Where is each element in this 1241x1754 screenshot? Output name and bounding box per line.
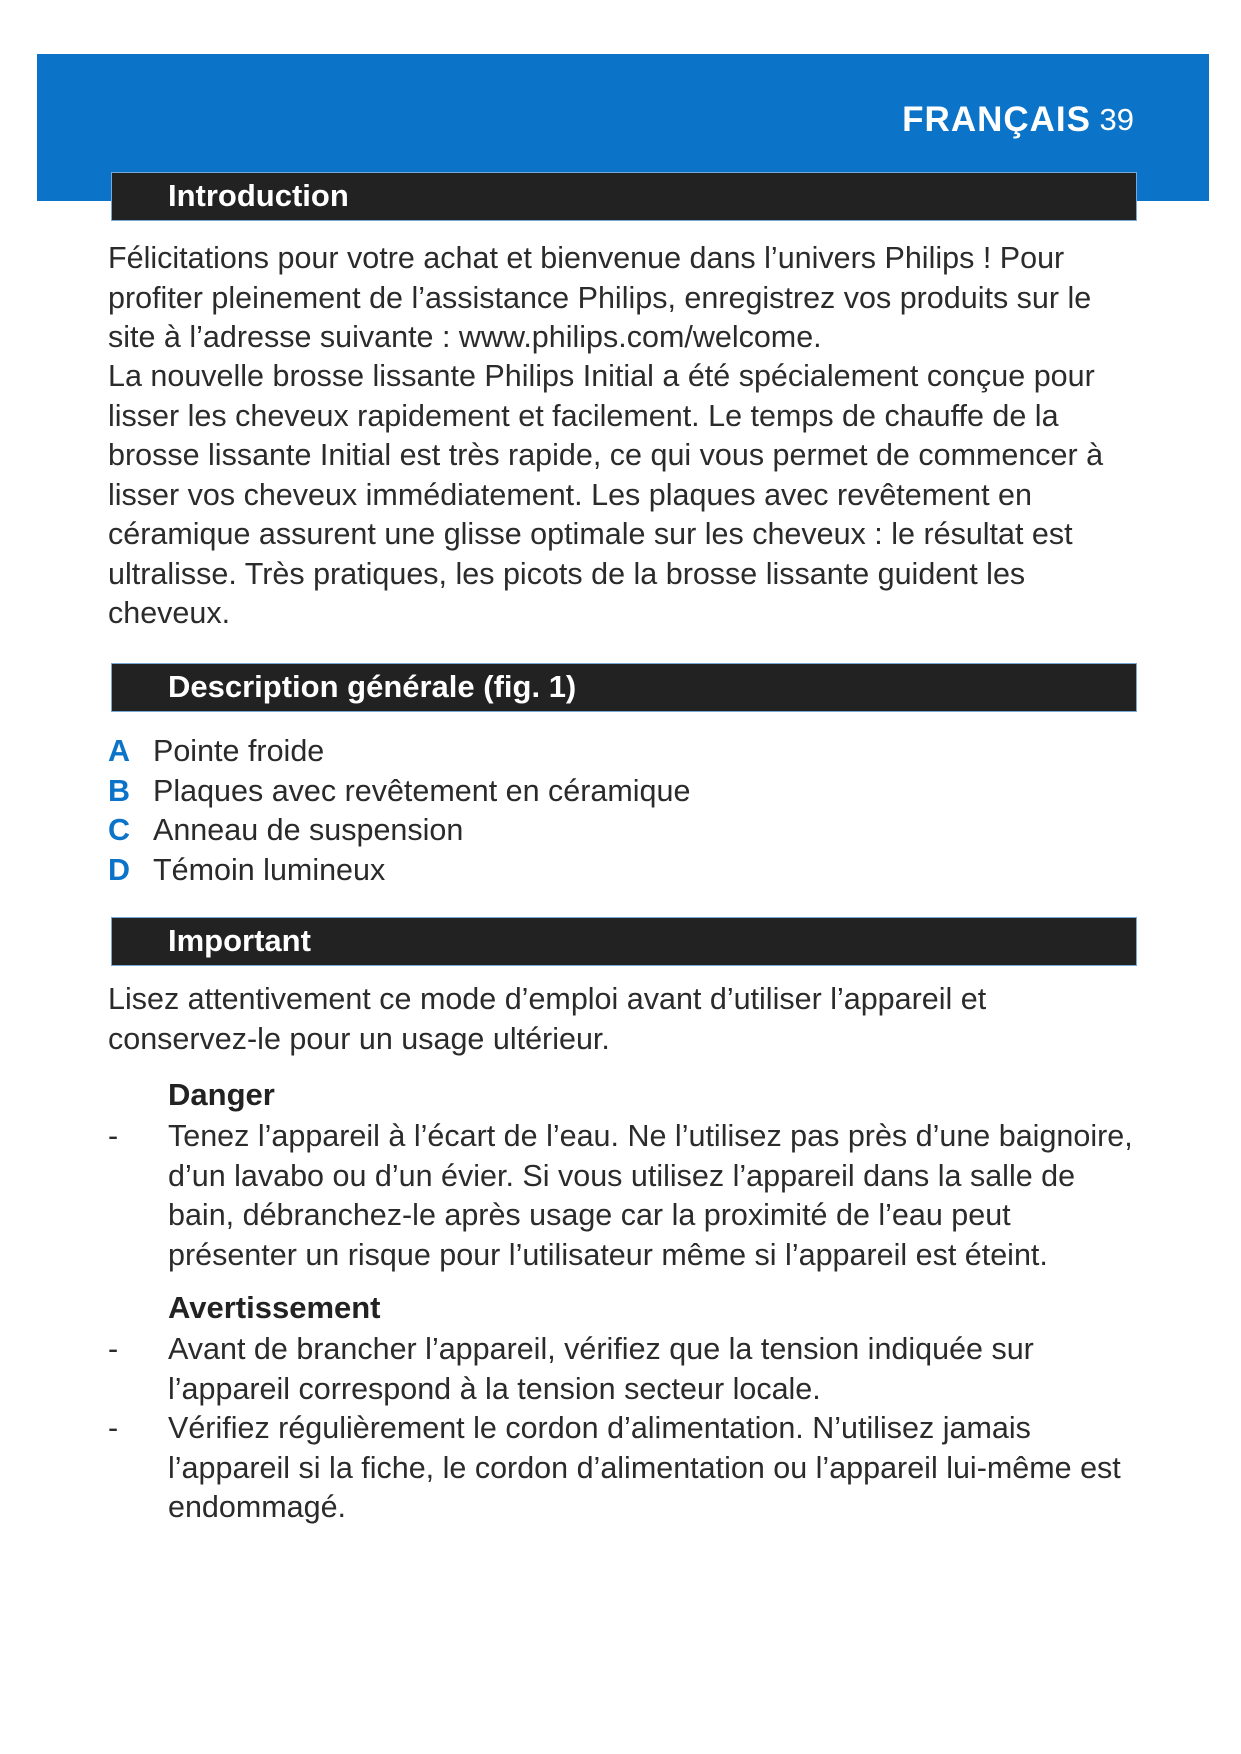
item-letter: B <box>108 773 131 808</box>
page-number: 39 <box>1099 102 1134 137</box>
bullet-text: Tenez l’appareil à l’écart de l’eau. Ne l’utilisez pas près d’une baignoire, d’un lavabo ou d’un évier. Si vous utilisez l’appareil dans la salle de bain, débranchez-le après usage car la proximité de l’eau peut présenter un risque pour l’utilisateur même si l’appareil est éteint. <box>168 1119 1133 1272</box>
list-item <box>108 772 1108 812</box>
item-letter: D <box>108 852 131 887</box>
section-bar-important <box>111 917 1137 966</box>
danger-list <box>108 1117 1140 1275</box>
warning-list <box>108 1330 1140 1528</box>
section-title-introduction: Introduction <box>168 178 349 213</box>
list-item <box>108 732 1108 772</box>
intro-paragraph-1: Félicitations pour votre achat et bienvenue dans l’univers Philips ! Pour profiter pleinement de l’assistance Philips, enregistrez vos produits sur le site à l’adresse suivante : www.philips.com/welcome. <box>108 241 1092 354</box>
item-letter: C <box>108 813 131 847</box>
bullet-text: Avant de brancher l’appareil, vérifiez que la tension indiquée sur l’appareil correspond à la tension secteur locale. <box>168 1332 1034 1406</box>
bullet-dash: - <box>108 1119 119 1153</box>
item-label: Anneau de suspension <box>153 813 464 847</box>
important-intro: Lisez attentivement ce mode d’emploi avant d’utiliser l’appareil et conservez-le pour un usage ultérieur. <box>108 982 987 1056</box>
bullet-dash: - <box>108 1411 119 1445</box>
item-letter: A <box>108 734 131 768</box>
item-label: Pointe froide <box>153 734 325 768</box>
section-bar-description <box>111 663 1137 712</box>
list-item <box>108 1117 1140 1275</box>
item-label: Témoin lumineux <box>153 852 386 887</box>
bullet-dash: - <box>108 1332 119 1366</box>
list-item <box>108 1330 1140 1409</box>
section-title-important: Important <box>168 923 311 958</box>
list-item <box>108 1409 1140 1528</box>
item-label: Plaques avec revêtement en céramique <box>153 773 691 808</box>
bullet-text: Vérifiez régulièrement le cordon d’alimentation. N’utilisez jamais l’appareil si la fiche, le cordon d’alimentation ou l’appareil lui-même est endommagé. <box>168 1411 1121 1524</box>
intro-paragraph-2: La nouvelle brosse lissante Philips Initial a été spécialement conçue pour lisser les cheveux rapidement et facilement. Le temps de chauffe de la brosse lissante Initial est très rapide, ce qui vous permet de commencer à lisser vos cheveux immédiatement. Les plaques avec revêtement en céramique assurent une glisse optimale sur les cheveux : le résultat est ultralisse. Très pratiques, les picots de la brosse lissante guident les cheveux. <box>108 359 1104 630</box>
description-list <box>108 732 1108 890</box>
language-title: FRANÇAIS <box>902 100 1091 139</box>
section-bar-introduction <box>111 172 1137 221</box>
danger-heading: Danger <box>168 1077 275 1112</box>
list-item <box>108 811 1108 851</box>
section-title-description: Description générale (fig. 1) <box>168 669 577 704</box>
list-item <box>108 851 1108 891</box>
warning-heading: Avertissement <box>168 1290 381 1325</box>
